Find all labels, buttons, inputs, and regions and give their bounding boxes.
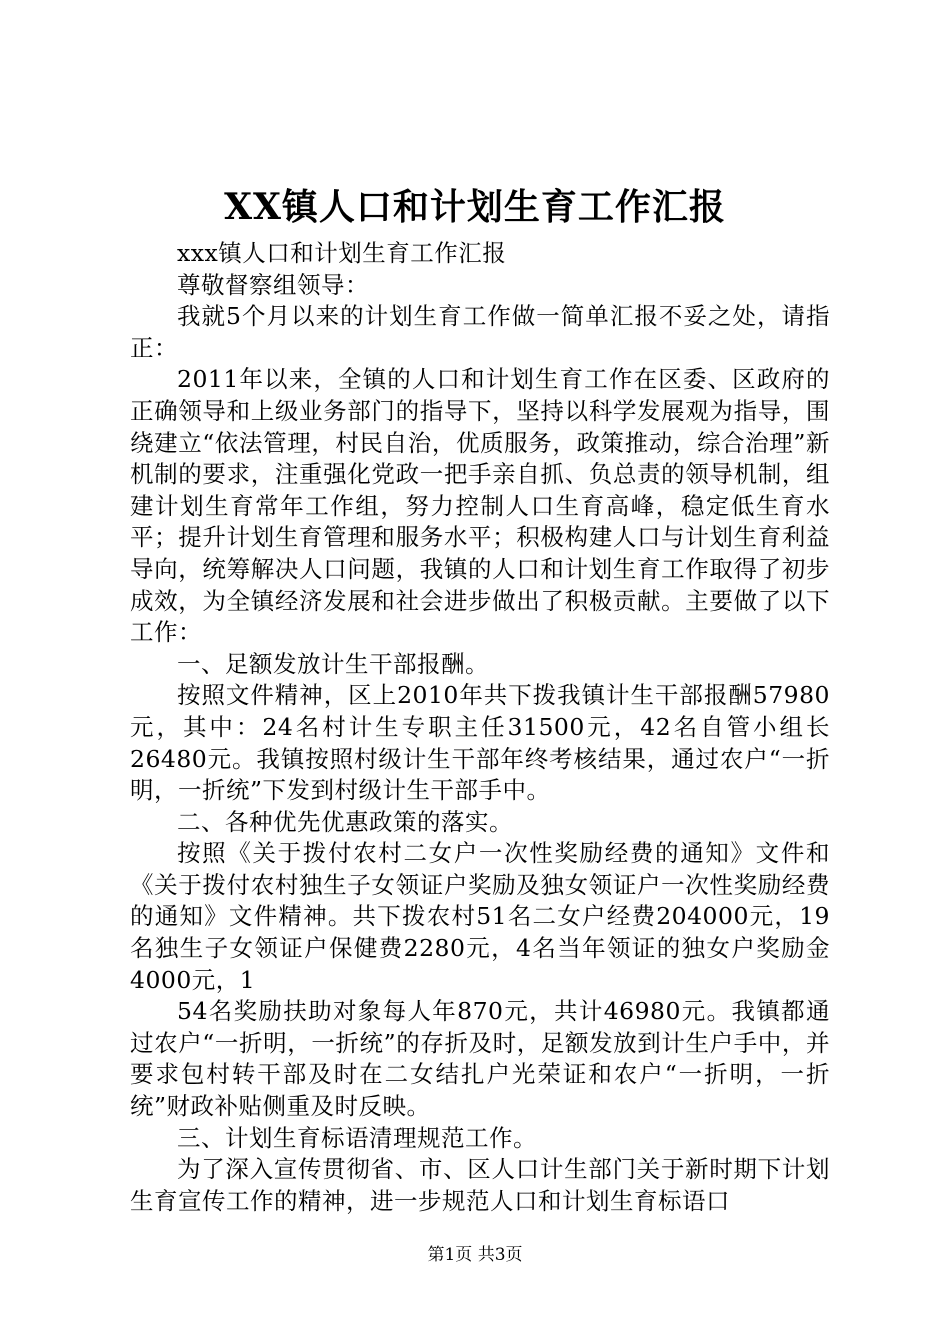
paragraph-section-2a: 按照《关于拨付农村二女户一次性奖励经费的通知》文件和《关于拨付农村独生子女领证户奖励及独女领证户一次性奖励经费的通知》文件精神。共下拨农村51名二女户经费204000元，19名独生子女领证户保健费2280元，4名当年领证的独女户奖励金4000元，1: [130, 839, 830, 994]
paragraph-section-1: 按照文件精神，区上2010年共下拨我镇计生干部报酬57980元，其中：24名村计生专职主任31500元，42名自管小组长26480元。我镇按照村级计生干部年终考核结果，通过农户“一折明，一折统”下发到村级计生干部手中。: [130, 681, 830, 805]
page-footer: 第1页 共3页: [427, 1245, 523, 1265]
document-title: XX镇人口和计划生育工作汇报: [224, 186, 726, 228]
paragraph-section-2b: 54名奖励扶助对象每人年870元，共计46980元。我镇都通过农户“一折明，一折统”的存折及时，足额发放到计生户手中，并要求包村转干部及时在二女结扎户光荣证和农户“一折明，一折统”财政补贴侧重及时反映。: [130, 997, 830, 1121]
document-body: [130, 238, 830, 1217]
paragraph-section-3: 为了深入宣传贯彻省、市、区人口计生部门关于新时期下计划生育宣传工作的精神，进一步规范人口和计划生育标语口: [130, 1155, 830, 1215]
section-heading-3: 三、计划生育标语清理规范工作。: [177, 1123, 537, 1152]
paragraph-subtitle: xxx镇人口和计划生育工作汇报: [177, 239, 507, 267]
section-heading-2: 二、各种优先优惠政策的落实。: [177, 807, 513, 836]
paragraph-salutation: 尊敬督察组领导：: [177, 270, 369, 299]
section-heading-1: 一、足额发放计生干部报酬。: [177, 649, 489, 678]
paragraph-intro: 我就5个月以来的计划生育工作做一简单汇报不妥之处，请指正：: [130, 302, 830, 362]
paragraph-overview: 2011年以来，全镇的人口和计划生育工作在区委、区政府的正确领导和上级业务部门的指导下，坚持以科学发展观为指导，围绕建立“依法管理，村民自治，优质服务，政策推动，综合治理”新机制的要求，注重强化党政一把手亲自抓、负总责的领导机制，组建计划生育常年工作组，努力控制人口生育高峰，稳定低生育水平；提升计划生育管理和服务水平；积极构建人口与计划生育利益导向，统筹解决人口问题，我镇的人口和计划生育工作取得了初步成效，为全镇经济发展和社会进步做出了积极贡献。主要做了以下工作：: [130, 365, 830, 647]
